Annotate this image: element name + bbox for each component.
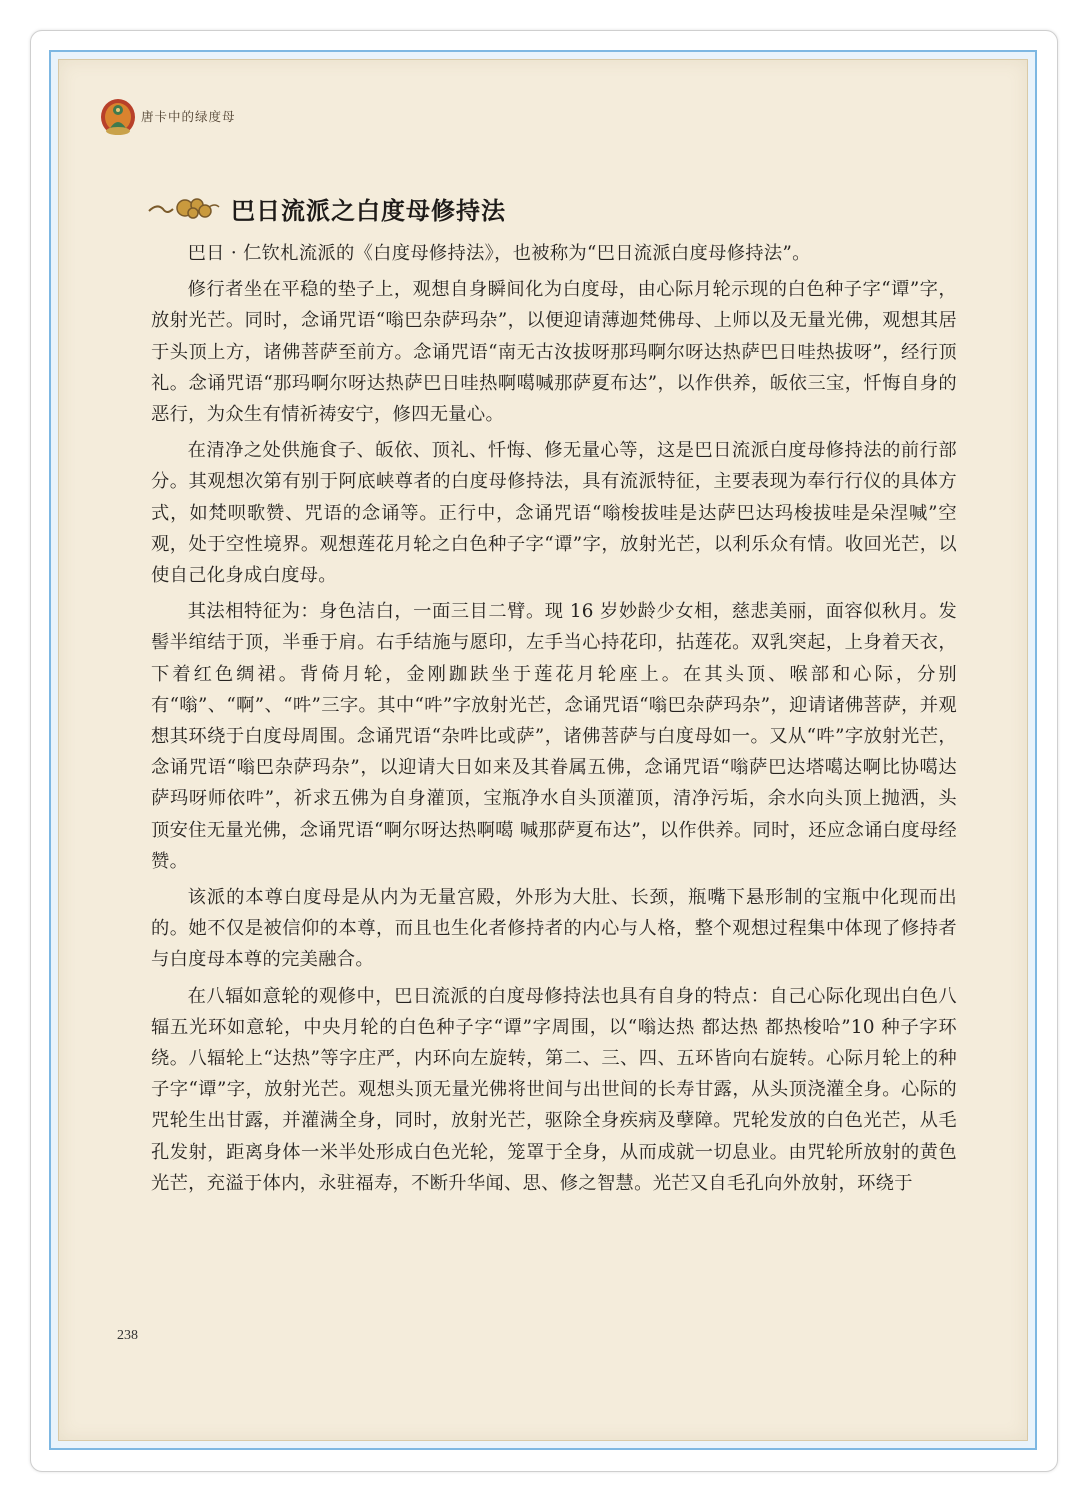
section-heading	[147, 188, 506, 228]
running-header	[99, 96, 236, 136]
paragraph: 其法相特征为：身色洁白，一面三目二臂。现 16 岁妙龄少女相，慈悲美丽，面容似秋月。发髻半绾结于顶，半垂于肩。右手结施与愿印，左手当心持花印，拈莲花。双乳突起，上身着天衣，下着红色绸裙。背倚月轮，金刚跏趺坐于莲花月轮座上。在其头顶、喉部和心际，分别有“嗡”、“啊”、“吽”三字。其中“吽”字放射光芒，念诵咒语“嗡巴杂萨玛杂”，迎请诸佛菩萨，并观想其环绕于白度母周围。念诵咒语“杂吽比或萨”，诸佛菩萨与白度母如一。又从“吽”字放射光芒，念诵咒语“嗡巴杂萨玛杂”，以迎请大日如来及其眷属五佛，念诵咒语“嗡萨巴达塔噶达啊比协噶达萨玛呀师依吽”，祈求五佛为自身灌顶，宝瓶净水自头顶灌顶，清净污垢，余水向头顶上抛洒，头顶安住无量光佛，念诵咒语“啊尔呀达热啊噶 喊那萨夏布达”，以作供养。同时，还应念诵白度母经赞。	[151, 601, 957, 872]
paragraph: 该派的本尊白度母是从内为无量宫殿，外形为大肚、长颈，瓶嘴下悬形制的宝瓶中化现而出的。她不仅是被信仰的本尊，而且也生化者修持者的内心与人格，整个观想过程集中体现了修持者与白度母本尊的完美融合。	[151, 887, 957, 971]
paragraph: 巴日 · 仁钦札流派的《白度母修持法》，也被称为“巴日流派白度母修持法”。	[187, 243, 811, 264]
body-text	[151, 238, 957, 1204]
paragraph: 修行者坐在平稳的垫子上，观想自身瞬间化为白度母，由心际月轮示现的白色种子字“谭”字，放射光芒。同时，念诵咒语“嗡巴杂萨玛杂”，以便迎请薄迦梵佛母、上师以及无量光佛，观想其居于头顶上方，诸佛菩萨至前方。念诵咒语“南无古汝拔呀那玛啊尔呀达热萨巴日哇热拔呀”，经行顶礼。念诵咒语“那玛啊尔呀达热萨巴日哇热啊噶喊那萨夏布达”，以作供养，皈依三宝，忏悔自身的恶行，为众生有情祈祷安宁，修四无量心。	[151, 279, 957, 426]
deity-thangka-icon	[99, 96, 137, 136]
page-number: 238	[117, 1328, 138, 1343]
book-page	[58, 59, 1028, 1441]
blue-frame	[49, 50, 1037, 1450]
auspicious-cloud-icon	[147, 193, 221, 223]
book-title: 唐卡中的绿度母	[141, 109, 236, 124]
section-title: 巴日流派之白度母修持法	[231, 196, 506, 225]
paragraph: 在清净之处供施食子、皈依、顶礼、忏悔、修无量心等，这是巴日流派白度母修持法的前行部分。其观想次第有别于阿底峡尊者的白度母修持法，具有流派特征，主要表现为奉行行仪的具体方式，如梵呗歌赞、咒语的念诵等。正行中，念诵咒语“嗡梭拔哇是达萨巴达玛梭拔哇是朵涅喊”空观，处于空性境界。观想莲花月轮之白色种子字“谭”字，放射光芒，以利乐众有情。收回光芒，以使自己化身成白度母。	[151, 440, 957, 587]
paragraph: 在八辐如意轮的观修中，巴日流派的白度母修持法也具有自身的特点：自己心际化现出白色八辐五光环如意轮，中央月轮的白色种子字“谭”字周围，以“嗡达热 都达热 都热梭哈”10 种子字环绕。八辐轮上“达热”等字庄严，内环向左旋转，第二、三、四、五环皆向右旋转。心际月轮上的种子字“谭”字，放射光芒。观想头顶无量光佛将世间与出世间的长寿甘露，从头顶浇灌全身。心际的咒轮生出甘露，并灌满全身，同时，放射光芒，驱除全身疾病及孽障。咒轮发放的白色光芒，从毛孔发射，距离身体一米半处形成白色光轮，笼罩于全身，从而成就一切息业。由咒轮所放射的黄色光芒，充溢于体内，永驻福寿，不断升华闻、思、修之智慧。光芒又自毛孔向外放射，环绕于	[151, 985, 957, 1194]
